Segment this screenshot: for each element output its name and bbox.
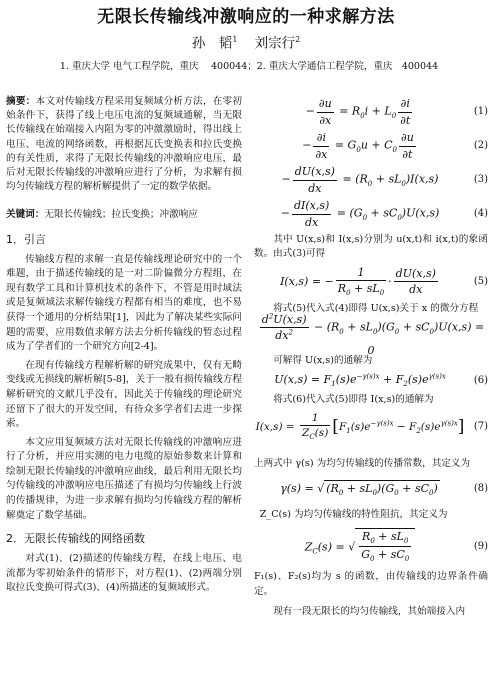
paper-title: 无限长传输线冲激响应的一种求解方法 (97, 7, 395, 27)
equation-diff: $\frac{d^2U(x,s)}{dx^2}$ − $(R_0 + sL_0)(G_0 + sC_0)U(x,s) = 0$ (261, 312, 485, 358)
text-after-eq5: 将式(5)代入式(4)即得 U(x,s)关于 x 的微分方程 (273, 302, 479, 314)
keywords-text: 无限长传输线；拉氏变换；冲激响应 (44, 209, 198, 221)
text-general-solution-i: 将式(6)代入式(5)即得 I(x,s)的通解为 (273, 393, 434, 405)
section-1-paragraph-3: 本文应用复频域方法对无限长传输线的冲激响应进行了分析，并应用实测的电力电缆的原始参数来计算和绘制无限长传输线的冲激响应曲线，最后利用无限长均匀传输线的冲激响应电压描述了有损均匀传输线上行波的传播规律，为进一步求解有损均匀传输线方程的解析解奠定了数学基础。 (6, 436, 242, 521)
abstract-text: 本文对传输线方程采用复频域分析方法，在零初始条件下，获得了线上电压电流的复频域通解，当无限长传输线在始端接入内阻为零的冲激激励时，得出线上电压、电流的网络函数，再根据瓦氏变换表和拉氏变换的有关性质，求得了无限长传输线的冲激响应电压，最后对无限长传输线的冲激响应进行了分析，为求解有损均匀传输线方程的解析解提供了一定的数学依据。 (6, 96, 242, 193)
right-column (254, 95, 488, 620)
equation-2-number: (2) (473, 140, 488, 152)
text-propagation-const: 上两式中 γ(s) 为均匀传输线的传播常数，其定义为 (254, 457, 471, 469)
equation-2: − $\frac{\partial i}{\partial x}$ = $G_0u + C_0$ $\frac{\partial u}{\partial t}$ (2) (302, 131, 488, 161)
text-general-solution-u: 可解得 U(x,s)的通解为 (273, 355, 373, 367)
text-infinite-line: 现有一段无限长的均匀传输线，其始端接入内 (273, 606, 466, 618)
section-2-paragraph-1: 对式(1)、(2)描述的传输线方程，在线上电压、电流都为零初始条件的情形下，对方程(1)、(2)两端分别取拉氏变换可得式(3)、(4)所描述的复频域形式。 (6, 553, 242, 594)
equation-3: − $\frac{dU(x,s)}{dx}$ = $(R_0 + sL_0)I(x,s)$ (3) (281, 165, 488, 195)
equation-9-number: (9) (473, 540, 488, 552)
abstract (6, 95, 242, 194)
equation-8-number: (8) (473, 483, 488, 495)
affiliation: 1. 重庆大学 电气工程学院，重庆 400044；2. 重庆大学通信工程学院，重庆 400044 (59, 61, 439, 72)
author-2: 刘宗行 (254, 35, 296, 52)
section-1-heading: 1．引言 (6, 232, 46, 246)
equation-5-number: (5) (473, 275, 488, 287)
equation-3-number: (3) (473, 174, 488, 186)
author-1: 孙 韬 (191, 35, 233, 52)
equation-7-number: (7) (473, 421, 488, 433)
equation-9: $Z_C(s)$ = √ $\frac{R_0 + sL_0}{G_0 + sC_0}$ (9) (304, 529, 488, 564)
text-boundary-functions: F₁(s)、F₂(s)均为 s 的函数，由传输线的边界条件确定。 (254, 571, 488, 597)
abstract-label: 摘要： (6, 96, 36, 107)
section-2-heading: 2．无限长传输线的网络函数 (6, 532, 145, 546)
section-1-paragraph-2: 在现有传输线方程解析解的研究成果中，仅有无畸变线或无损线的解析解[5-8]，关于一般有损传输线方程解析研究的文献几乎没有，因此关于传输线的理论研究还留下了很大的开发空间，有待众多学者们去进一步探索。 (6, 359, 242, 430)
equation-7: I(x,s) = $\frac{1}{Z_C(s)}$ $[F_1(s)e^{-\gamma(s)x} - F_2(s)e^{\gamma(s)x}]$ (7) (255, 411, 488, 442)
author-line (0, 34, 492, 53)
equation-8: γ(s) = √ $(R_0 + sL_0)(G_0 + sC_0)$ (8) (280, 481, 488, 497)
author-1-sup: 1 (232, 35, 238, 44)
equation-4-number: (4) (473, 208, 488, 220)
text-char-impedance: Z_C(s) 为均匀传输线的特性阻抗，其定义为 (259, 509, 448, 521)
author-2-sup: 2 (295, 35, 301, 44)
keywords-label: 关键词： (6, 209, 45, 221)
left-column (6, 95, 242, 596)
section-1-paragraph-1: 传输线方程的求解一直是传输线理论研究中的一个难题，由于描述传输线的是一对二阶偏微分方程组，在现有数学工具和计算机技术的条件下，不管是用时域法或是复频域法求解传输线方程都有相当的难度，也不易获得一个通用的分析结果[1]，因此为了解决某些实际问题的需要，应用数值求解方法去分析传输线的暂态过程成为了学者们的一个研究方向[2-4]。 (6, 253, 242, 353)
keywords (6, 208, 242, 221)
equation-4: − $\frac{dI(x,s)}{dx}$ = $(G_0 + sC_0)U(x,s)$ (4) (280, 199, 488, 229)
equation-5: I(x,s) = − $\frac{1}{R_0 + sL_0}$ · $\frac{dU(x,s)}{dx}$ (5) (280, 265, 488, 298)
text-after-eq4: 其中 U(x,s)和 I(x,s)分别为 u(x,t)和 i(x,t)的象函数。由式(3)可得 (254, 234, 488, 260)
equation-6: $U(x,s) = F_1(s)e^{-\gamma(s)x} + F_2(s)e^{\gamma(s)x}$ (6) (274, 371, 488, 388)
equation-1-number: (1) (473, 106, 488, 118)
equation-1: − $\frac{\partial u}{\partial x}$ = $R_0i + L_0$ $\frac{\partial i}{\partial t}$ (1) (305, 97, 488, 127)
equation-6-number: (6) (473, 374, 488, 386)
